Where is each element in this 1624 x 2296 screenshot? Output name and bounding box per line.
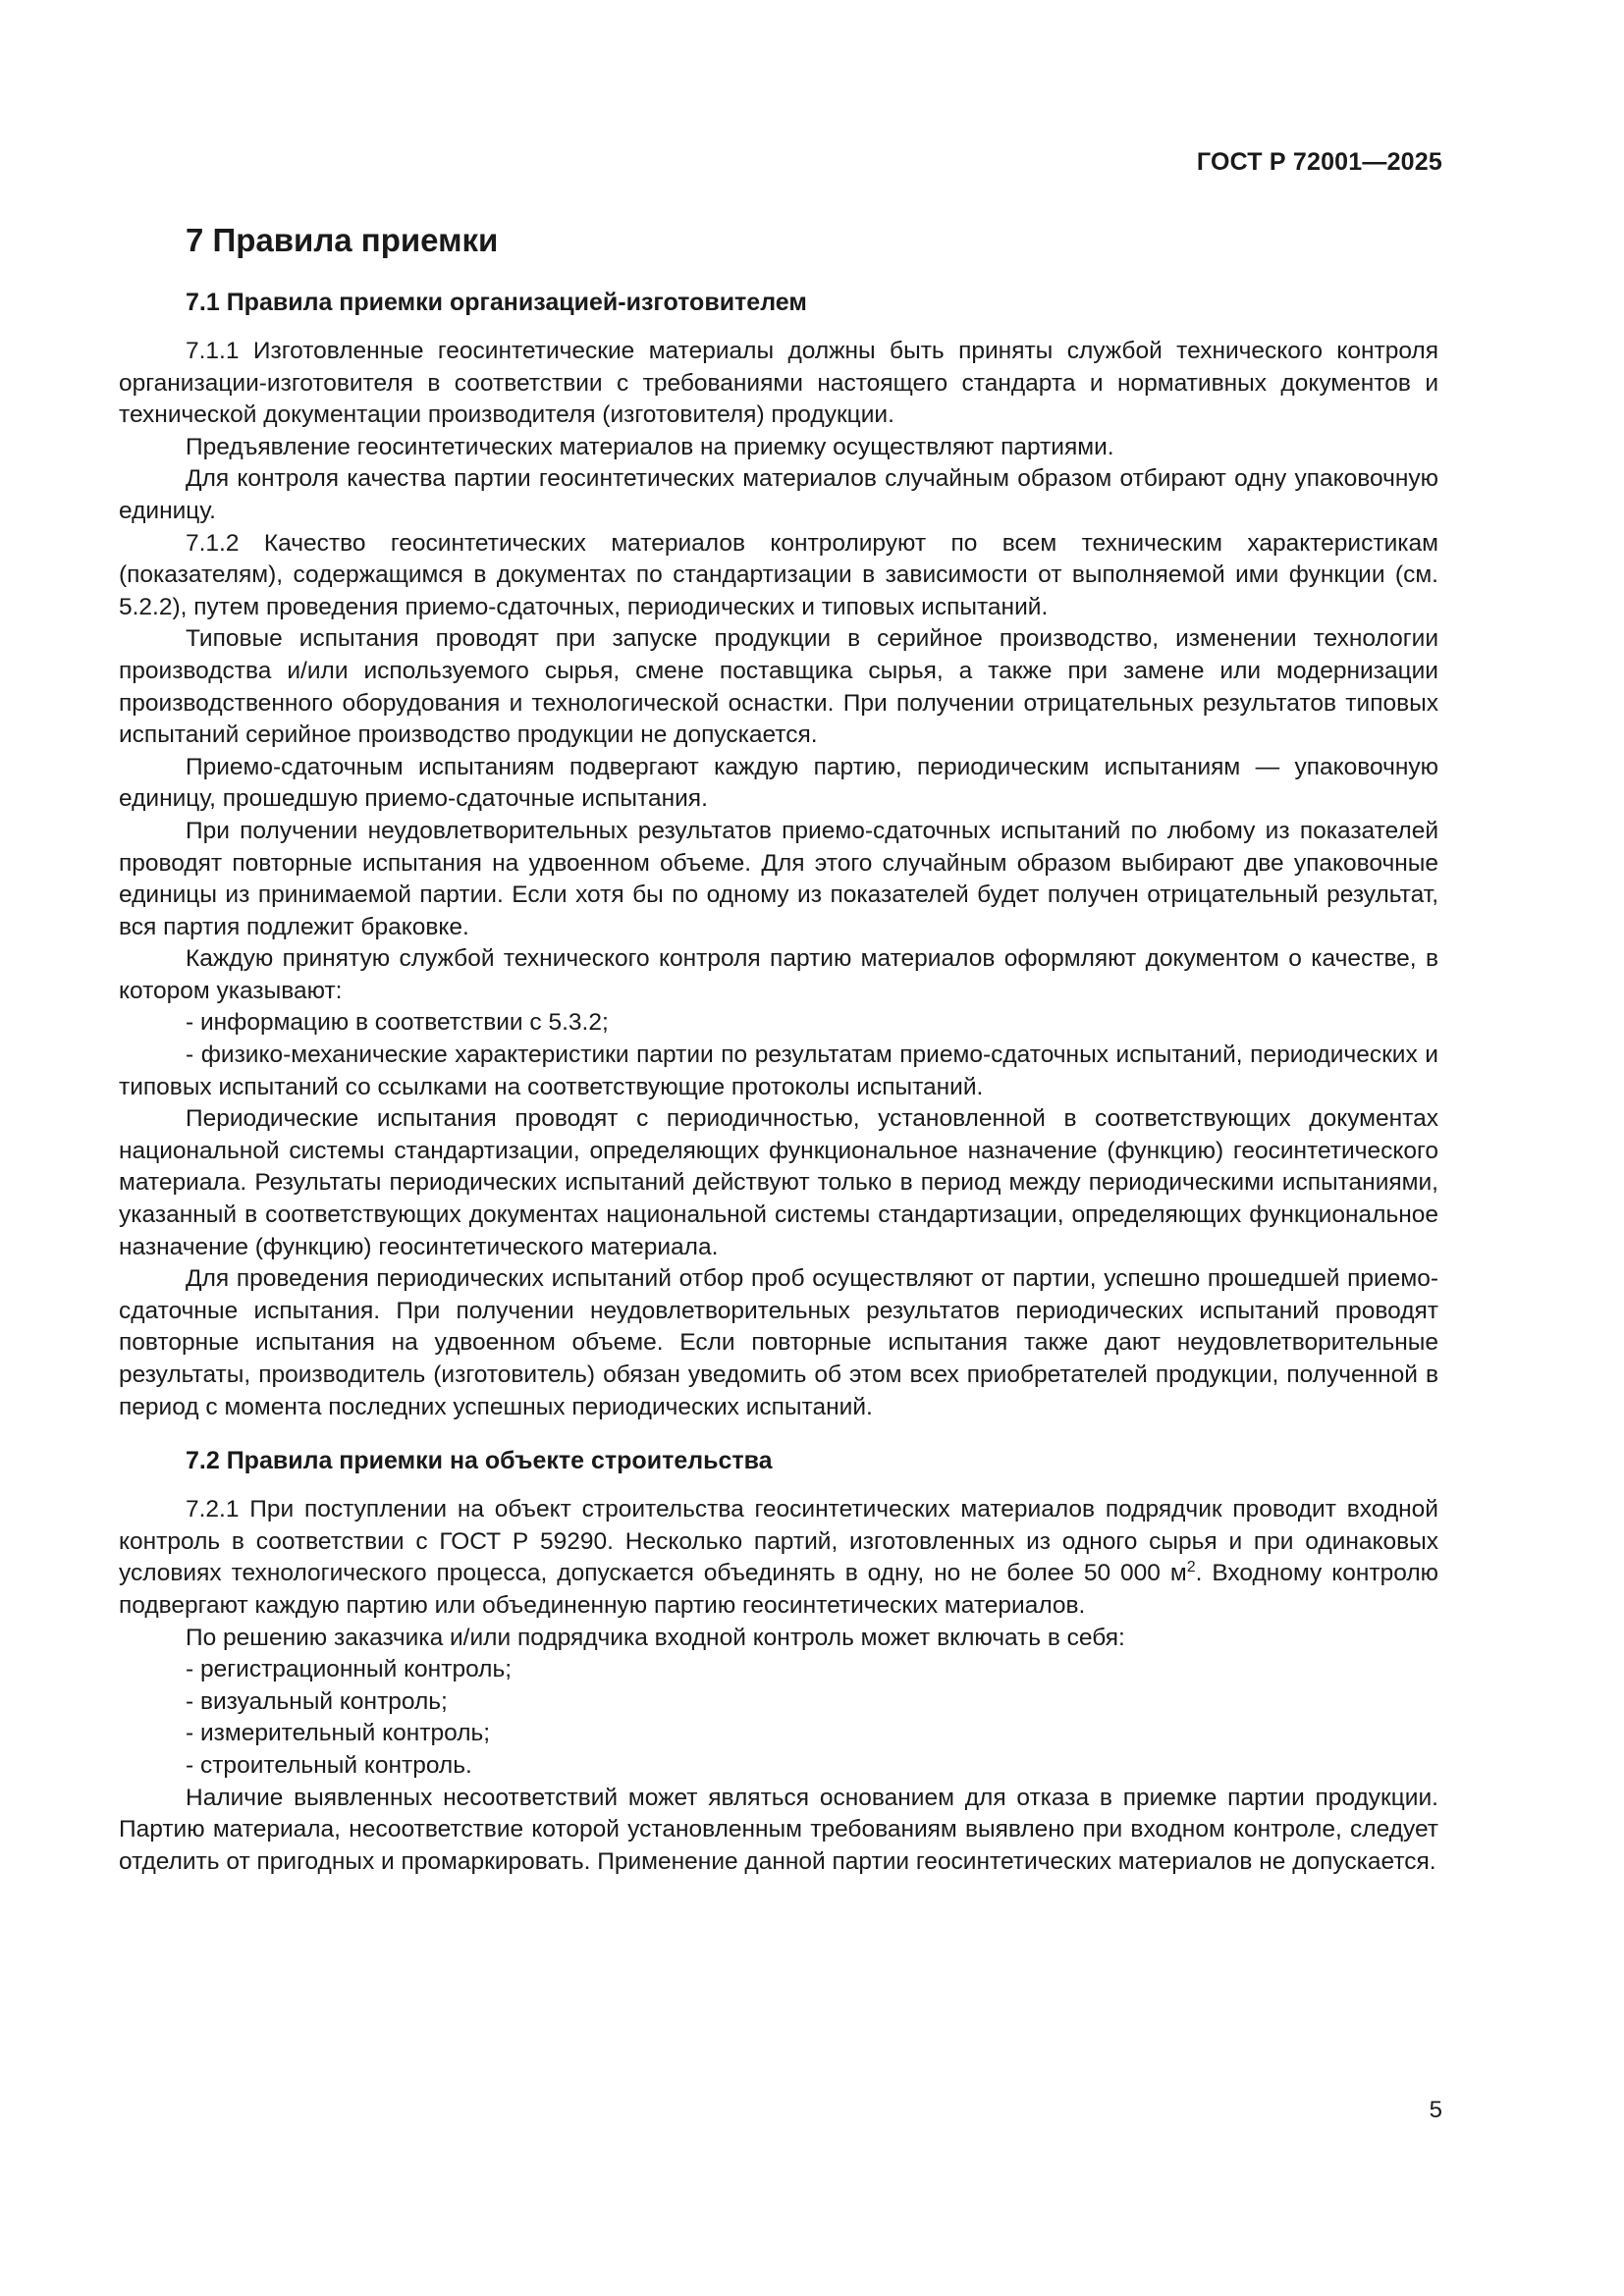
paragraph: Приемо-сдаточным испытаниям подвергают каждую партию, периодическим испытаниям — упаковочную единицу, прошедшую приемо-сдаточные испытания. [119, 753, 1438, 813]
page-content [119, 222, 1438, 1878]
paragraph: По решению заказчика и/или подрядчика входной контроль может включать в себя: [186, 1624, 1125, 1651]
subsection-title-7-1: 7.1 Правила приемки организацией-изготовителем [186, 289, 807, 316]
paragraph: Типовые испытания проводят при запуске продукции в серийное производство, изменении технологии производства и/или используемого сырья, смене поставщика сырья, а также при замене или модернизации производственного оборудования и технологической оснастки. При получении отрицательных результатов типовых испытаний серийное производство продукции не допускается. [119, 625, 1438, 749]
list-item: - измерительный контроль; [186, 1720, 491, 1747]
paragraph-7-2-1 [119, 1494, 1438, 1622]
paragraph: При получении неудовлетворительных результатов приемо-сдаточных испытаний по любому из показателей проводят повторные испытания на удвоенном объеме. Для этого случайным образом выбирают две упаковочные единицы из принимаемой партии. Если хотя бы по одному из показателей будет получен отрицательный результат, вся партия подлежит браковке. [119, 817, 1438, 940]
list-item: - регистрационный контроль; [186, 1656, 513, 1683]
paragraph-text: . Входному контролю подвергают каждую партию или объединенную партию геосинтетических материалов. [119, 1560, 1438, 1619]
superscript: 2 [1186, 1559, 1196, 1576]
paragraph: Предъявление геосинтетических материалов на приемку осуществляют партиями. [186, 433, 1114, 460]
paragraph-7-1-1: 7.1.1 Изготовленные геосинтетические материалы должны быть приняты службой технического контроля организации-изготовителя в соответствии с требованиями настоящего стандарта и нормативных документов и технической документации производителя (изготовителя) продукции. [119, 338, 1438, 429]
paragraph: Для проведения периодических испытаний отбор проб осуществляют от партии, успешно прошедшей приемо-сдаточные испытания. При получении неудовлетворительных результатов периодических испытаний проводят повторные испытания на удвоенном объеме. Если повторные испытания также дают неудовлетворительные результаты, производитель (изготовитель) обязан уведомить об этом всех приобретателей продукции, полученной в период с момента последних успешных периодических испытаний. [119, 1265, 1438, 1420]
paragraph: Для контроля качества партии геосинтетических материалов случайным образом отбирают одну упаковочную единицу. [119, 465, 1438, 524]
page-number: 5 [1429, 2097, 1442, 2123]
paragraph-text: 7.2.1 При поступлении на объект строительства геосинтетических материалов подрядчик проводит входной контроль в соответствии с ГОСТ Р 59290. Несколько партий, изготовленных из одного сырья и при одинаковых условиях технологического процесса, допускается объединять в одну, но не более 50 000 м [119, 1496, 1438, 1587]
paragraph-7-1-2: 7.1.2 Качество геосинтетических материалов контролируют по всем техническим характеристикам (показателям), содержащимся в документах по стандартизации в зависимости от выполняемой ими функции (см. 5.2.2), путем проведения приемо-сдаточных, периодических и типовых испытаний. [119, 529, 1438, 620]
document-code: ГОСТ Р 72001—2025 [1196, 148, 1442, 176]
subsection-title-7-2: 7.2 Правила приемки на объекте строительства [186, 1447, 773, 1475]
list-item: - визуальный контроль; [186, 1687, 448, 1715]
list-item: - информацию в соответствии с 5.3.2; [186, 1009, 609, 1037]
paragraph: Периодические испытания проводят с периодичностью, установленной в соответствующих документах национальной системы стандартизации, определяющих функциональное назначение (функцию) геосинтетического материала. Результаты периодических испытаний действуют только в период между периодическими испытаниями, указанный в соответствующих документах национальной системы стандартизации, определяющих функциональное назначение (функцию) геосинтетического материала. [119, 1105, 1438, 1260]
list-item: - строительный контроль. [186, 1751, 472, 1779]
paragraph: Наличие выявленных несоответствий может являться основанием для отказа в приемке партии продукции. Партию материала, несоответствие которой установленным требованиям выявлено при входном контроле, следует отделить от пригодных и промаркировать. Применение данной партии геосинтетических материалов не допускается. [119, 1784, 1438, 1875]
section-title: 7 Правила приемки [186, 222, 499, 258]
paragraph: Каждую принятую службой технического контроля партию материалов оформляют документом о качестве, в котором указывают: [119, 945, 1438, 1004]
list-item: - физико-механические характеристики партии по результатам приемо-сдаточных испытаний, периодических и типовых испытаний со ссылками на соответствующие протоколы испытаний. [119, 1041, 1438, 1100]
